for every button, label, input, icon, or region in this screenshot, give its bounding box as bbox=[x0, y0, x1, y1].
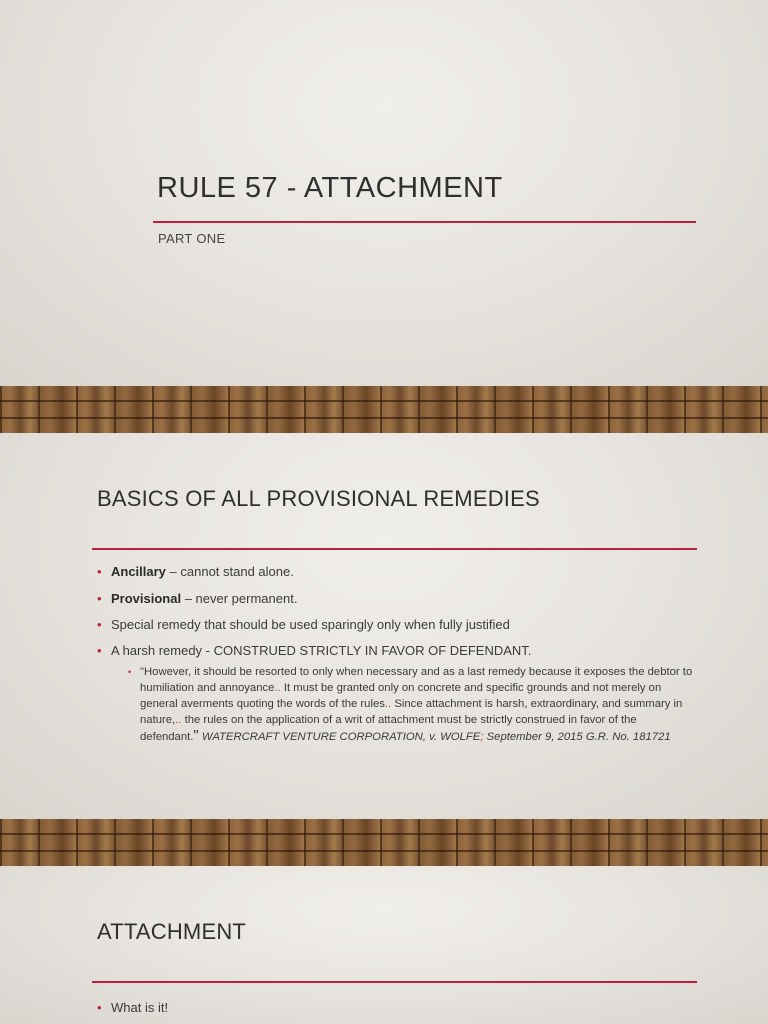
bullet-text: What is it! bbox=[111, 1000, 169, 1015]
bullet-icon: • bbox=[97, 591, 102, 606]
bullet-icon: • bbox=[97, 617, 102, 632]
bullet-list bbox=[97, 563, 697, 668]
case-citation: WATERCRAFT VENTURE CORPORATION, v. WOLFE bbox=[198, 731, 481, 743]
bullet-icon: • bbox=[97, 564, 102, 579]
subbullet-icon: • bbox=[128, 667, 132, 677]
slide-subtitle: PART ONE bbox=[158, 231, 226, 246]
case-date: September 9, 2015 G.R. No. 181721 bbox=[483, 731, 671, 743]
title-divider bbox=[153, 221, 696, 223]
quote-text: "However, it should be resorted to only when necessary and as a last remedy because it exposes the debtor to humiliation and annoyance.. It must be granted only on concrete and specific grounds and not merely on general averments quoting the words of the rules.. Since attachment is harsh, extraordinary, and summary in nature,.. the rules on the application of a writ of attachment must be strictly construed in favor of the defendant." WATERCRAFT VENTURE CORPORATION, v. WOLFE; September 9, 2015 G.R. No. 181721 bbox=[140, 666, 693, 744]
slide-heading: ATTACHMENT bbox=[97, 919, 247, 944]
slide-title-heading: RULE 57 - ATTACHMENT bbox=[157, 172, 503, 204]
bullet-text: – never permanent. bbox=[181, 591, 298, 606]
bullet-item bbox=[97, 590, 697, 607]
bullet-term: Provisional bbox=[111, 591, 182, 606]
bullet-item bbox=[97, 999, 697, 1016]
slide-heading: BASICS OF ALL PROVISIONAL REMEDIES bbox=[97, 486, 540, 511]
heading-divider bbox=[92, 981, 697, 983]
bullet-text: – cannot stand alone. bbox=[165, 564, 294, 579]
bullet-icon: • bbox=[97, 643, 102, 658]
bullet-item bbox=[97, 642, 697, 659]
bullet-text: Special remedy that should be used sparingly only when fully justified bbox=[111, 617, 510, 632]
slide-title bbox=[0, 0, 768, 386]
quote-subbullet bbox=[128, 664, 693, 745]
bullet-icon: • bbox=[97, 1000, 102, 1015]
bullet-term: Ancillary bbox=[111, 564, 166, 579]
bullet-list bbox=[97, 999, 697, 1024]
slide-attachment bbox=[0, 866, 768, 1024]
bullet-item bbox=[97, 616, 697, 633]
wood-floor-divider bbox=[0, 386, 768, 433]
slide-basics bbox=[0, 433, 768, 819]
heading-divider bbox=[92, 548, 697, 550]
bullet-text: A harsh remedy - CONSTRUED STRICTLY IN FAVOR OF DEFENDANT. bbox=[111, 643, 532, 658]
wood-floor-divider bbox=[0, 819, 768, 866]
bullet-item bbox=[97, 563, 697, 580]
